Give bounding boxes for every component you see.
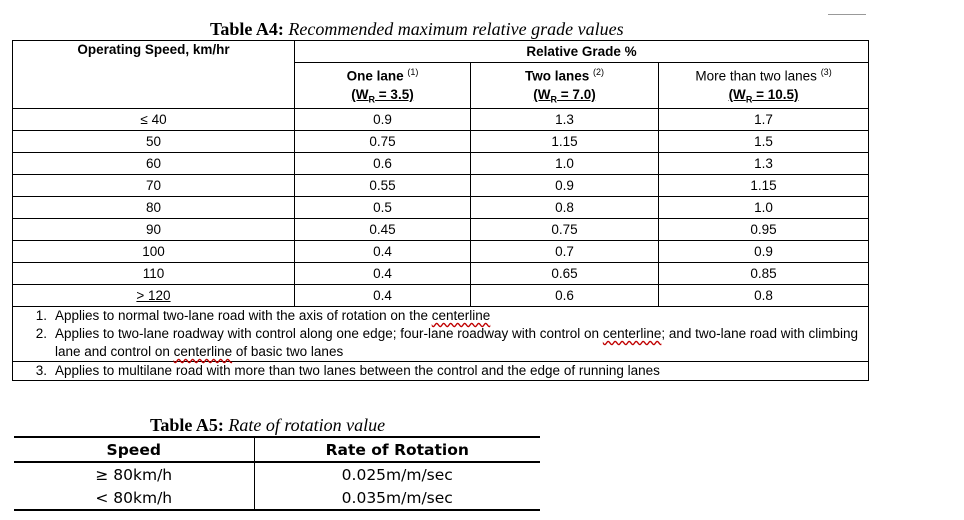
cell-two-lanes: 0.9	[471, 175, 659, 197]
table-a5-caption-label: Table A5:	[150, 415, 224, 435]
cell-two-lanes: 0.6	[471, 285, 659, 307]
cell-one-lane: 0.4	[295, 263, 471, 285]
table-a4-header-row	[13, 41, 869, 63]
cell-one-lane: 0.55	[295, 175, 471, 197]
note-2-number: 2.	[35, 326, 47, 342]
cell-one-lane: 0.6	[295, 153, 471, 175]
note-2	[13, 325, 868, 361]
table-row	[13, 263, 869, 285]
table-row	[14, 486, 540, 510]
width-two-lanes-sub: R	[550, 94, 558, 105]
cell-one-lane: 0.5	[295, 197, 471, 219]
cell-more-lanes: 0.85	[659, 263, 869, 285]
cell-speed: ≤ 40	[13, 109, 295, 131]
table-row	[13, 219, 869, 241]
table-row	[13, 131, 869, 153]
table-a4	[12, 40, 869, 381]
cell-speed: 100	[13, 241, 295, 263]
table-a5-caption-text: Rate of rotation value	[228, 415, 386, 435]
table-a4-caption	[210, 18, 964, 40]
cell-speed: 110	[13, 263, 295, 285]
header-one-lane	[295, 63, 471, 86]
header-operating-speed: Operating Speed, km/hr	[13, 41, 295, 109]
note-3-number: 3.	[35, 363, 47, 379]
width-more-lanes	[659, 86, 869, 109]
table-a5-caption	[150, 414, 964, 436]
table-a5	[14, 436, 540, 511]
cell-speed: 80	[13, 197, 295, 219]
header-two-lanes-note: (2)	[593, 67, 605, 77]
cell-two-lanes: 0.7	[471, 241, 659, 263]
width-one-lane-sub: R	[368, 94, 376, 105]
cell-two-lanes: 1.0	[471, 153, 659, 175]
cell-more-lanes: 1.0	[659, 197, 869, 219]
width-one-lane-prefix: (W	[351, 86, 369, 102]
table-row	[14, 462, 540, 486]
note-1	[13, 307, 868, 325]
cell-one-lane: 0.75	[295, 131, 471, 153]
width-two-lanes-prefix: (W	[533, 86, 551, 102]
note-1-text: Applies to normal two-lane road with the axis of rotation on the centerline	[55, 308, 491, 324]
cell-more-lanes: 0.9	[659, 241, 869, 263]
cell-speed: < 80km/h	[14, 486, 254, 510]
cell-speed	[13, 285, 295, 307]
spellcheck-word: centerline	[431, 308, 491, 324]
cell-two-lanes: 1.15	[471, 131, 659, 153]
header-more-lanes-note: (3)	[820, 67, 832, 77]
cell-rate: 0.025m/m/sec	[254, 462, 540, 486]
header-more-lanes	[659, 63, 869, 86]
width-two-lanes-value: = 7.0)	[557, 86, 596, 102]
top-right-rule	[828, 14, 866, 15]
cell-two-lanes: 0.65	[471, 263, 659, 285]
width-more-lanes-prefix: (W	[728, 86, 746, 102]
cell-speed: 60	[13, 153, 295, 175]
note-3	[13, 361, 868, 380]
note-1-number: 1.	[35, 308, 47, 324]
cell-speed-text: > 120	[136, 287, 171, 303]
header-one-lane-note: (1)	[407, 67, 419, 77]
note-3-text: Applies to multilane road with more than two lanes between the control and the edge of running lanes	[55, 363, 660, 379]
cell-more-lanes: 1.7	[659, 109, 869, 131]
width-more-lanes-sub: R	[745, 94, 753, 105]
width-two-lanes	[471, 86, 659, 109]
table-a4-notes	[13, 307, 869, 381]
cell-more-lanes: 1.5	[659, 131, 869, 153]
header-relative-grade: Relative Grade %	[295, 41, 869, 63]
table-row	[13, 241, 869, 263]
header-rate-of-rotation: Rate of Rotation	[254, 437, 540, 462]
width-one-lane	[295, 86, 471, 109]
table-row	[13, 109, 869, 131]
spellcheck-word: centerline	[173, 344, 233, 360]
cell-more-lanes: 1.3	[659, 153, 869, 175]
cell-more-lanes: 1.15	[659, 175, 869, 197]
header-speed: Speed	[14, 437, 254, 462]
cell-one-lane: 0.9	[295, 109, 471, 131]
cell-more-lanes: 0.8	[659, 285, 869, 307]
table-a4-caption-text: Recommended maximum relative grade values	[288, 19, 624, 39]
cell-more-lanes: 0.95	[659, 219, 869, 241]
table-row	[13, 175, 869, 197]
cell-speed: 50	[13, 131, 295, 153]
note-2-text: Applies to two-lane roadway with control along one edge; four-lane roadway with control on centerline; and two-lane road with climbing lane and control on centerline of basic two lanes	[55, 326, 858, 360]
spellcheck-word: centerline	[602, 326, 662, 342]
table-row	[13, 285, 869, 307]
header-more-lanes-label: More than two lanes	[695, 68, 817, 84]
cell-one-lane: 0.4	[295, 241, 471, 263]
header-one-lane-label: One lane	[346, 68, 404, 84]
cell-two-lanes: 0.75	[471, 219, 659, 241]
width-one-lane-value: = 3.5)	[375, 86, 414, 102]
table-a4-caption-label: Table A4:	[210, 19, 284, 39]
table-a4-notes-row	[13, 307, 869, 381]
cell-two-lanes: 1.3	[471, 109, 659, 131]
cell-two-lanes: 0.8	[471, 197, 659, 219]
header-two-lanes	[471, 63, 659, 86]
cell-rate: 0.035m/m/sec	[254, 486, 540, 510]
header-two-lanes-label: Two lanes	[524, 68, 590, 84]
cell-speed: 70	[13, 175, 295, 197]
cell-one-lane: 0.45	[295, 219, 471, 241]
cell-one-lane: 0.4	[295, 285, 471, 307]
table-a5-header-row	[14, 437, 540, 462]
cell-speed: 90	[13, 219, 295, 241]
table-row	[13, 153, 869, 175]
cell-speed: ≥ 80km/h	[95, 465, 173, 484]
width-more-lanes-value: = 10.5)	[752, 86, 799, 102]
table-row	[13, 197, 869, 219]
